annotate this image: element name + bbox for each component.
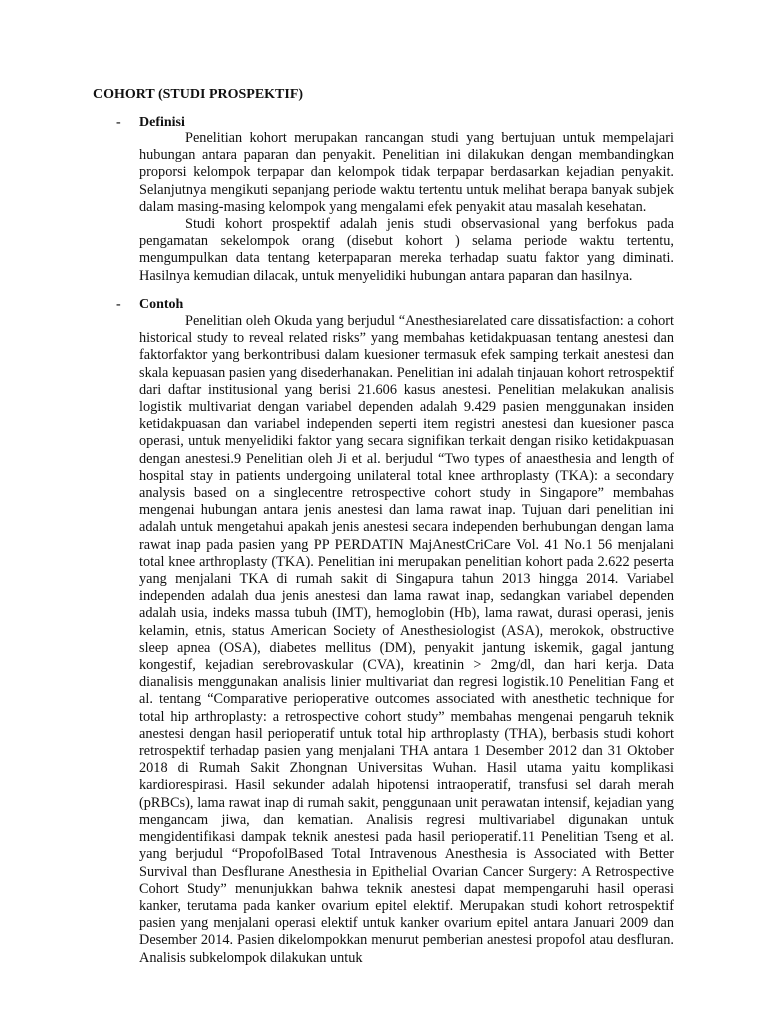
section-body-contoh [139,313,674,967]
bullet-dash: - [116,297,121,312]
document-title: COHORT (STUDI PROSPEKTIF) [93,87,304,102]
section-heading-contoh: Contoh [139,297,184,312]
paragraph: Studi kohort prospektif adalah jenis studi observasional yang berfokus pada pengamatan sekelompok orang (disebut kohort ) selama periode waktu tertentu, mengumpulkan data tentang keterpaparan mereka terhadap suatu faktor yang diminati. Hasilnya kemudian dilacak, untuk menyelidiki hubungan antara paparan dan hasilnya. [139,216,674,284]
section-heading-definisi: Definisi [139,115,185,130]
section-body-definisi [139,130,674,285]
paragraph: Penelitian oleh Okuda yang berjudul “Anesthesiarelated care dissatisfaction: a cohort historical study to reveal related risks” yang membahas ketidakpuasan tentang anestesi dan faktorfaktor yang berkontribusi dalam kuesioner termasuk efek samping terkait anestesi dan skala kepuasan pasien yang disederhanakan. Penelitian ini adalah tinjauan kohort retrospektif dari daftar institusional yang berisi 21.606 kasus anestesi. Penelitian melakukan analisis logistik multivariat dengan variabel dependen adalah 9.429 pasien menggunakan insiden ketidakpuasan dan variabel independen seperti item registri anestesi dan kuesioner pasca operasi, untuk menyelidiki faktor yang secara signifikan terkait dengan risiko ketidakpuasan dengan anestesi.9 Penelitian oleh Ji et al. berjudul “Two types of anaesthesia and length of hospital stay in patients undergoing unilateral total knee arthroplasty (TKA): a secondary analysis based on a singlecentre retrospective cohort study in Singapore” membahas mengenai hubungan antara jenis anestesi dan lama rawat inap. Tujuan dari penelitian ini adalah untuk mengetahui apakah jenis anestesi secara independen berhubungan dengan lama rawat inap pada pasien yang PP PERDATIN MajAnestCriCare Vol. 41 No.1 56 menjalani total knee arthroplasty (TKA). Penelitian ini merupakan penelitian kohort pada 2.622 peserta yang menjalani TKA di rumah sakit di Singapura tahun 2013 hingga 2014. Variabel independen adalah dua jenis anestesi dan lama rawat inap, sedangkan variabel dependen adalah usia, indeks massa tubuh (IMT), hemoglobin (Hb), lama rawat, durasi operasi, jenis kelamin, etnis, status American Society of Anesthesiologist (ASA), merokok, obstructive sleep apnea (OSA), diabetes mellitus (DM), penyakit jantung iskemik, gagal jantung kongestif, kejadian serebrovaskular (CVA), kreatinin > 2mg/dl, dan hari kerja. Data dianalisis menggunakan analisis linier multivariat dan regresi logistik.10 Penelitian Fang et al. tentang “Comparative perioperative outcomes associated with anesthetic technique for total hip arthroplasty: a retrospective cohort study” membahas mengenai pengaruh teknik anestesi dengan hasil perioperatif untuk total hip arthroplasty (THA), berbasis studi kohort retrospektif terhadap pasien yang menjalani THA antara 1 Desember 2012 dan 31 Oktober 2018 di Rumah Sakit Zhongnan Universitas Wuhan. Hasil utama yaitu komplikasi kardiorespirasi. Hasil sekunder adalah hipotensi intraoperatif, transfusi sel darah merah (pRBCs), lama rawat inap di rumah sakit, penggunaan unit perawatan intensif, kejadian yang mengancam jiwa, dan kematian. Analisis regresi multivariabel digunakan untuk mengidentifikasi dampak teknik anestesi pada hasil perioperatif.11 Penelitian Tseng et al. yang berjudul “PropofolBased Total Intravenous Anesthesia is Associated with Better Survival than Desflurane Anesthesia in Epithelial Ovarian Cancer Surgery: A Retrospective Cohort Study” menunjukkan bahwa teknik anestesi dapat mempengaruhi hasil operasi kanker, terutama pada kanker ovarium epitel elektif. Merupakan studi kohort retrospektif pasien yang menjalani operasi elektif untuk kanker ovarium epitel antara Januari 2009 dan Desember 2014. Pasien dikelompokkan menurut pemberian anestesi propofol atau desfluran. Analisis subkelompok dilakukan untuk [139,313,674,966]
bullet-dash: - [116,115,121,130]
paragraph: Penelitian kohort merupakan rancangan studi yang bertujuan untuk mempelajari hubungan antara paparan dan penyakit. Penelitian ini dilakukan dengan membandingkan proporsi kelompok terpapar dan kelompok tidak terpapar berdasarkan kejadian penyakit. Selanjutnya mengikuti sepanjang periode waktu tertentu untuk melihat berapa banyak subjek dalam masing-masing kelompok yang mengalami efek penyakit atau masalah kesehatan. [139,130,674,215]
